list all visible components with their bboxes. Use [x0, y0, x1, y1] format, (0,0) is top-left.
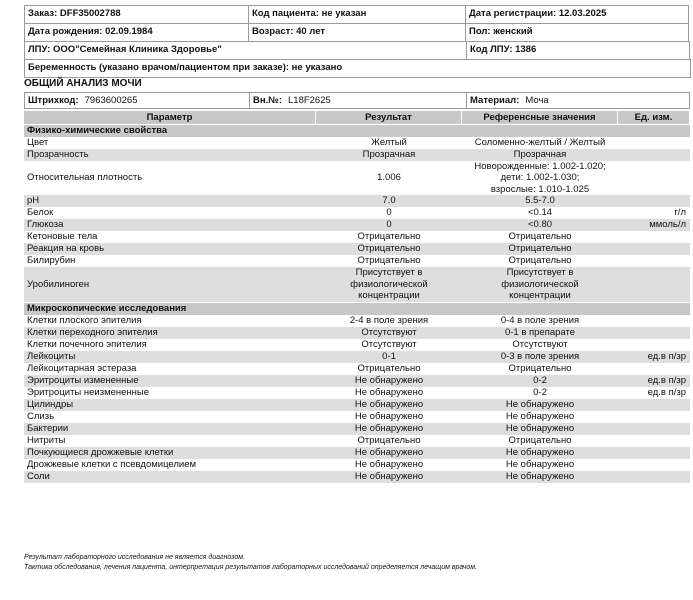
- results-table: [24, 111, 690, 483]
- cell-parameter: Относительная плотность: [27, 172, 143, 184]
- patient-sex: Пол: женский: [465, 23, 689, 42]
- footnote-diagnosis: Результат лабораторного исследования не является диагнозом.: [24, 554, 245, 561]
- cell-unit: ед.в п/зр: [647, 387, 686, 399]
- cell-reference: Прозрачная: [513, 149, 567, 161]
- cell-unit: [618, 471, 690, 483]
- cell-result: Не обнаружено: [354, 471, 424, 483]
- cell-parameter: Белок: [27, 207, 54, 219]
- cell-parameter: Клетки переходного эпителия: [27, 327, 158, 339]
- cell-reference: <0.80: [527, 219, 553, 231]
- cell-reference: Не обнаружено: [505, 459, 575, 471]
- internal-number-label: Вн.№:: [253, 95, 282, 106]
- cell-reference: 0-2: [533, 375, 547, 387]
- cell-unit: ед.в п/зр: [647, 351, 686, 363]
- cell-reference: 0-2: [533, 387, 547, 399]
- table-row: [24, 195, 690, 207]
- footnotes: [24, 553, 477, 573]
- cell-reference: 5.5-7.0: [525, 195, 555, 207]
- cell-unit: [618, 447, 690, 459]
- cell-reference: Не обнаружено: [505, 471, 575, 483]
- internal-number-value: L18F2625: [288, 95, 331, 106]
- cell-result: Отрицательно: [357, 231, 421, 243]
- table-row: [24, 267, 690, 302]
- cell-result: Не обнаружено: [354, 447, 424, 459]
- cell-parameter: Прозрачность: [27, 149, 89, 161]
- cell-unit: [618, 137, 690, 149]
- barcode-label: Штрихкод:: [28, 95, 79, 106]
- cell-unit: [618, 231, 690, 243]
- cell-reference: Отрицательно: [508, 231, 572, 243]
- cell-unit: [618, 423, 690, 435]
- cell-result: Не обнаружено: [354, 375, 424, 387]
- table-row: [24, 459, 690, 471]
- cell-result: 0-1: [382, 351, 396, 363]
- cell-unit: [618, 363, 690, 375]
- material-cell: [466, 92, 690, 109]
- cell-result: Отрицательно: [357, 435, 421, 447]
- cell-result: Отсутствуют: [361, 327, 417, 339]
- cell-reference: Отсутствуют: [512, 339, 568, 351]
- table-row: [24, 471, 690, 483]
- cell-unit: [618, 327, 690, 339]
- clinic-name: ЛПУ: ООО"Семейная Клиника Здоровье": [24, 41, 467, 60]
- cell-unit: [618, 267, 690, 302]
- cell-parameter: Дрожжевые клетки с псевдомицелием: [27, 459, 197, 471]
- cell-reference: Не обнаружено: [505, 423, 575, 435]
- cell-reference: Отрицательно: [508, 435, 572, 447]
- cell-unit: [618, 315, 690, 327]
- patient-age: Возраст: 40 лет: [248, 23, 466, 42]
- clinic-code: Код ЛПУ: 1386: [466, 41, 690, 60]
- header-reference: Референсные значения: [462, 111, 618, 124]
- cell-parameter: Клетки почечного эпителия: [27, 339, 147, 351]
- table-row: [24, 219, 690, 231]
- cell-result: Не обнаружено: [354, 399, 424, 411]
- group-header: Физико-химические свойства: [24, 125, 690, 137]
- table-row: [24, 243, 690, 255]
- header-parameter: Параметр: [24, 111, 316, 124]
- table-row: [24, 423, 690, 435]
- table-row: [24, 411, 690, 423]
- footnote-doctor: Тактика обследования, лечения пациента, интерпретация результатов лабораторных исследований определяется лечащим врачом.: [24, 564, 478, 571]
- table-body: [24, 125, 690, 483]
- cell-reference: Не обнаружено: [505, 411, 575, 423]
- cell-unit: [618, 255, 690, 267]
- cell-parameter: Нитриты: [27, 435, 66, 447]
- cell-result: 0: [386, 219, 392, 231]
- internal-number-cell: [249, 92, 467, 109]
- patient-code: Код пациента: не указан: [248, 5, 466, 24]
- cell-unit: [618, 435, 690, 447]
- table-row: [24, 339, 690, 351]
- cell-result: Желтый: [371, 137, 407, 149]
- cell-result: Присутствует в физиологической концентрации: [350, 267, 428, 302]
- cell-parameter: pH: [27, 195, 40, 207]
- cell-unit: [618, 411, 690, 423]
- analysis-title: ОБЩИЙ АНАЛИЗ МОЧИ: [24, 78, 142, 89]
- cell-result: Не обнаружено: [354, 387, 424, 399]
- cell-unit: [618, 195, 690, 207]
- table-row: [24, 315, 690, 327]
- cell-result: Отсутствуют: [361, 339, 417, 351]
- cell-parameter: Реакция на кровь: [27, 243, 105, 255]
- cell-reference: Присутствует в физиологической концентрации: [501, 267, 579, 302]
- cell-unit: г/л: [674, 207, 686, 219]
- cell-unit: [618, 161, 690, 195]
- table-row: [24, 399, 690, 411]
- header-unit: Ед. изм.: [618, 111, 690, 124]
- pregnancy-status: Беременность (указано врачом/пациентом при заказе): не указано: [24, 59, 691, 78]
- cell-reference: Отрицательно: [508, 363, 572, 375]
- table-row: [24, 161, 690, 195]
- order-number: Заказ: DFF35002788: [24, 5, 249, 24]
- material-label: Материал:: [470, 95, 520, 106]
- cell-unit: ммоль/л: [649, 219, 686, 231]
- barcode-cell: [24, 92, 250, 109]
- cell-reference: 0-3 в поле зрения: [500, 351, 580, 363]
- cell-reference: Соломенно-желтый / Желтый: [474, 137, 606, 149]
- cell-parameter: Уробилиноген: [27, 278, 90, 290]
- cell-reference: Не обнаружено: [505, 447, 575, 459]
- cell-parameter: Соли: [27, 471, 50, 483]
- cell-reference: Не обнаружено: [505, 399, 575, 411]
- cell-parameter: Лейкоцитарная эстераза: [27, 363, 137, 375]
- cell-result: 7.0: [382, 195, 396, 207]
- cell-parameter: Бактерии: [27, 423, 69, 435]
- header-result: Результат: [316, 111, 462, 124]
- cell-reference: 0-4 в поле зрения: [500, 315, 580, 327]
- cell-result: Отрицательно: [357, 255, 421, 267]
- table-header: [24, 111, 690, 124]
- cell-result: Отрицательно: [357, 363, 421, 375]
- barcode-value: 7963600265: [84, 95, 138, 106]
- registration-date: Дата регистрации: 12.03.2025: [465, 5, 689, 24]
- sample-info: [24, 92, 690, 109]
- cell-reference: 0-1 в препарате: [504, 327, 576, 339]
- birth-date: Дата рождения: 02.09.1984: [24, 23, 249, 42]
- patient-header: [24, 5, 690, 77]
- cell-result: Не обнаружено: [354, 423, 424, 435]
- table-row: [24, 387, 690, 399]
- group-header: Микроскопические исследования: [24, 303, 690, 315]
- cell-parameter: Кетоновые тела: [27, 231, 98, 243]
- cell-unit: [618, 459, 690, 471]
- cell-parameter: Эритроциты измененные: [27, 375, 139, 387]
- cell-reference: <0.14: [527, 207, 553, 219]
- table-row: [24, 137, 690, 149]
- material-value: Моча: [525, 95, 549, 106]
- cell-result: 2-4 в поле зрения: [349, 315, 429, 327]
- cell-parameter: Почкующиеся дрожжевые клетки: [27, 447, 174, 459]
- table-row: [24, 351, 690, 363]
- table-row: [24, 327, 690, 339]
- cell-parameter: Клетки плоского эпителия: [27, 315, 142, 327]
- table-row: [24, 375, 690, 387]
- cell-parameter: Слизь: [27, 411, 55, 423]
- table-row: [24, 207, 690, 219]
- table-row: [24, 255, 690, 267]
- cell-result: Отрицательно: [357, 243, 421, 255]
- table-row: [24, 435, 690, 447]
- cell-unit: [618, 399, 690, 411]
- cell-result: Не обнаружено: [354, 411, 424, 423]
- cell-unit: [618, 243, 690, 255]
- cell-unit: [618, 339, 690, 351]
- cell-parameter: Цилиндры: [27, 399, 74, 411]
- cell-reference: Новорожденные: 1.002-1.020; дети: 1.002-1.030; взрослые: 1.010-1.025: [474, 160, 606, 195]
- cell-parameter: Эритроциты неизмененные: [27, 387, 150, 399]
- cell-result: Прозрачная: [362, 149, 416, 161]
- cell-parameter: Цвет: [27, 137, 49, 149]
- cell-result: 0: [386, 207, 392, 219]
- table-row: [24, 363, 690, 375]
- cell-unit: ед.в п/зр: [647, 375, 686, 387]
- cell-parameter: Лейкоциты: [27, 351, 76, 363]
- table-row: [24, 149, 690, 161]
- cell-result: 1.006: [377, 172, 401, 184]
- table-row: [24, 447, 690, 459]
- cell-parameter: Билирубин: [27, 255, 76, 267]
- cell-result: Не обнаружено: [354, 459, 424, 471]
- cell-unit: [618, 149, 690, 161]
- cell-parameter: Глюкоза: [27, 219, 64, 231]
- cell-reference: Отрицательно: [508, 255, 572, 267]
- cell-reference: Отрицательно: [508, 243, 572, 255]
- table-row: [24, 231, 690, 243]
